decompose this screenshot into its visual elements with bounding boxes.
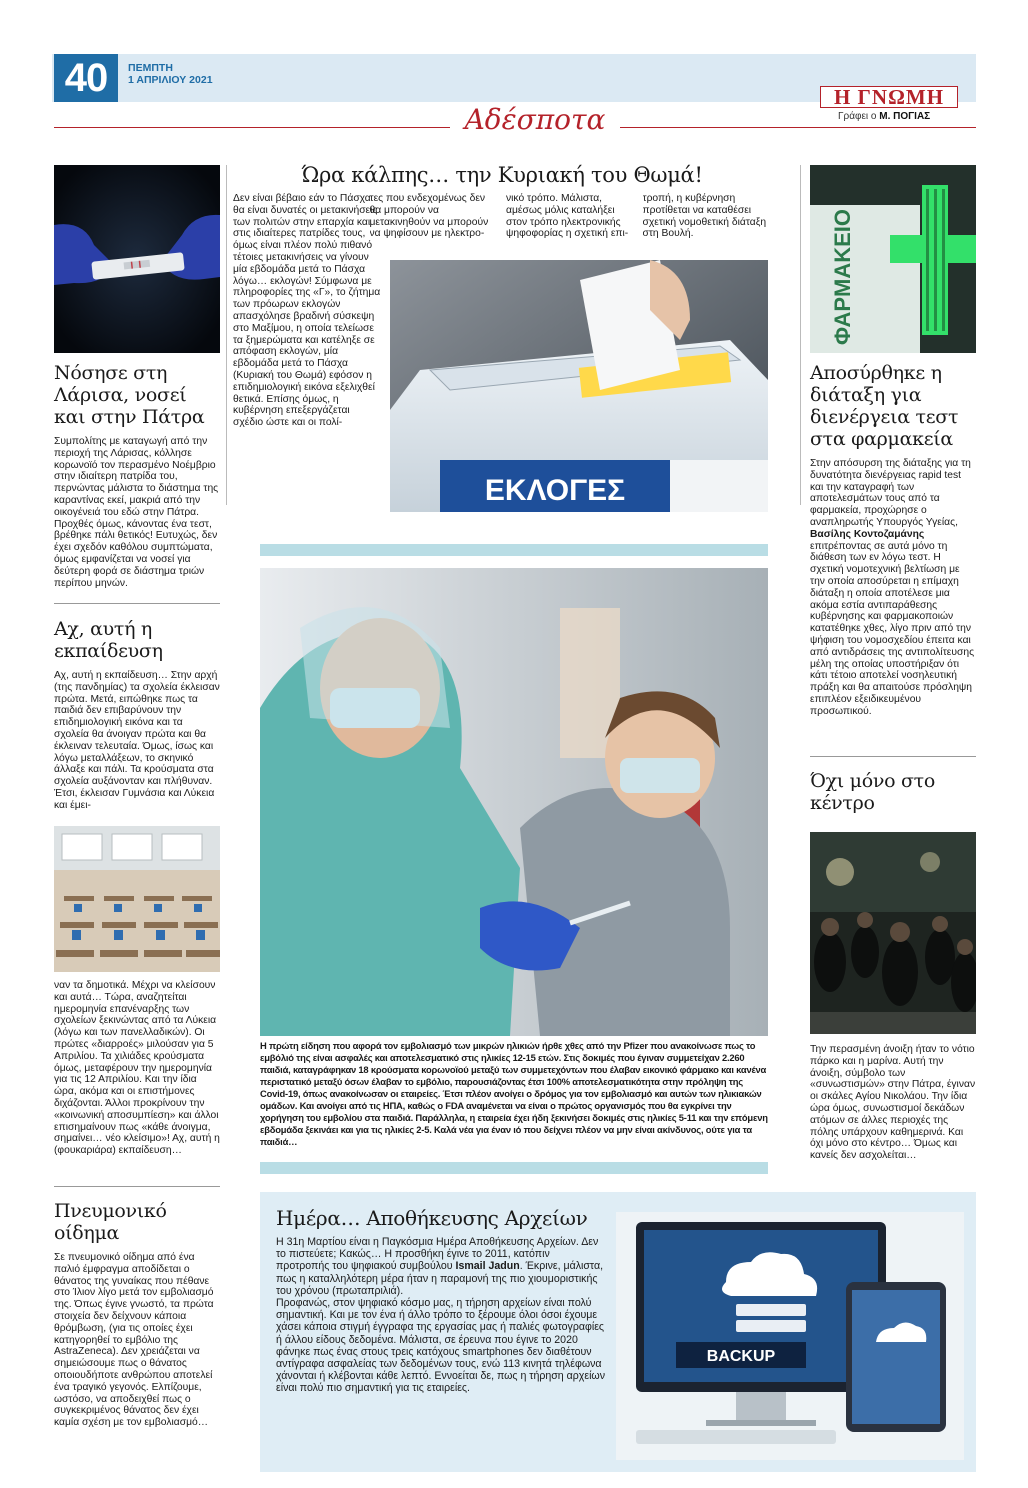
- storage-day-p1: [276, 1236, 606, 1297]
- pharmacy-illustration: [810, 165, 976, 353]
- article-larisa-title: Νόσησε στη Λάρισα, νοσεί και στην Πάτρα: [54, 362, 205, 428]
- advisor-name: Ismail Jadun: [455, 1260, 520, 1273]
- day-label: ΠΕΜΠΤΗ: [128, 62, 173, 74]
- byline-author: Μ. ΠΟΓΙΑΣ: [879, 111, 931, 122]
- main-headline: Ώρα κάλπης… την Κυριακή του Θωμά!: [301, 163, 703, 187]
- section-rule-right: [620, 127, 976, 128]
- article-pharmacy-body-a: Στην απόσυρση της διάταξης για τη δυνατότητα διενέργειας rapid test και την καταγραφή των αποτελεσμάτων τους από τα φαρμακεία, προχώρησε ο αναπληρωτής Υπουργός Υγείας,: [810, 458, 971, 528]
- rapid-test-photo: [54, 165, 220, 353]
- main-article-col2: τες που ενδεχομένως δεν θα μπορούν να μετακινηθούν να μπορούν να ψηφίσουν με ηλεκτρο-: [369, 193, 489, 240]
- ballot-box-photo: [390, 260, 768, 512]
- storage-day-p1-a: Η 31η Μαρτίου είναι η Παγκόσμια Ημέρα Αποθήκευσης Αρχείων. Δεν το πιστεύετε; Κακώς… Η προσθήκη έγινε το 2011, κατόπιν προτροπής του ψηφιακού συμβούλου: [276, 1236, 599, 1273]
- storage-day-body: [276, 1236, 606, 1466]
- article-center-body: Την περασμένη άνοιξη ήταν το νότιο πάρκο και η μαρίνα. Αυτή την άνοιξη, σύμβολο των «συνωστισμών» στην Πάτρα, έγιναν οι σκάλες Αγίου Νικολάου. Την ίδια ώρα όμως, συνωστισμοί δεκάδων ατόμων σε άλλες περιοχές της πόλης υπάρχουν καθημερινά. Και όχι μόνο στο κέντρο… Όμως και κανείς δεν ασχολείται…: [810, 1044, 976, 1162]
- backup-label: BACKUP: [706, 1348, 776, 1365]
- divider: [54, 1186, 220, 1187]
- divider: [810, 756, 976, 757]
- storage-day-box: [260, 1192, 976, 1472]
- byline: [838, 111, 930, 122]
- teal-separator: [260, 544, 768, 556]
- storage-day-p1-b: . Έκρινε, μάλιστα, πως η καταλληλότερη μέρα ήταν η παραμονή της πιο χιουμοριστικής του χρόνου (πρωταπριλιά).: [276, 1260, 604, 1297]
- crowd-illustration: [810, 832, 976, 1034]
- article-education: [54, 618, 220, 812]
- teal-separator: [260, 1162, 768, 1174]
- main-article-col1: Δεν είναι βέβαιο εάν το Πάσχα θα είναι δυνατές οι μετακινήσεις των πολιτών στην επαρχία και στις ιδιαίτερες πατρίδες τους, όμως είναι πλέον πολύ πιθανό τέτοιες μετακινήσεις να γίνουν μία εβδομάδα μετά το Πάσχα λόγω… εκλογών! Σύμφωνα με πληροφορίες της «Γ», το ζήτημα των πρόωρων εκλογών απασχόλησε βραδινή σύσκεψη στο Μαξίμου, η οποία τελείωσε τα ξημερώματα και κατέληξε σε απόφαση εκλογών, μία εβδομάδα μετά το Πάσχα (Κυριακή του Θωμά) εφόσον η επιδημιολογική εικόνα εξελιχθεί θετικά. Επίσης όμως, η κυβέρνηση επεξεργάζεται σχέδιο ώστε και οι πολί-: [233, 193, 381, 429]
- pharmacy-sign-photo: [810, 165, 976, 353]
- ballot-box-label: ΕΚΛΟΓΕΣ: [484, 474, 626, 507]
- vaccination-caption: Η πρώτη είδηση που αφορά τον εμβολιασμό των μικρών ηλικιών ήρθε χθες από την Pfizer που ανακοίνωσε πως το εμβόλιό της είναι ασφαλές και αποτελεσματικό στις ηλικίες 12-15 ετών. Στις δοκιμές που έγιναν συμμετείχαν 2.260 παιδιά, καταγράφηκαν 18 κρούσματα κορωνοϊού μεταξύ των συμμετεχόντων που έλαβαν εικονικό φάρμακο και κανένα περιστατικό μεταξύ όσων έλαβαν το εμβόλιο, παρουσιάζοντας έτσι 100% αποτελεσματικότητα στην πρόληψη της Covid-19, όπως ανακοίνωσαν οι εταιρείες. Έτσι πλέον ανοίγει ο δρόμος για τον εμβολιασμό και αυτών των ηλικιακών ομάδων. Και ανοίγει από τις ΗΠΑ, καθώς ο FDA αναμένεται να είναι ο πρώτος οργανισμός που θα εγκρίνει την χορήγηση του εμβολίου στα παιδιά. Παράλληλα, η εταιρεία έχει ήδη ξεκινήσει δοκιμές στις ηλικίες 5-11 και την επόμενη εβδομάδα ξεκινάει και για τις ηλικίες 2-5. Καλά νέα για έναν ιό που δείχνει πλέον να μην είναι ακίνδυνος, ούτε για τα παιδιά…: [260, 1040, 768, 1147]
- section-rule-left: [54, 127, 450, 128]
- pharmacy-sign-text: ΦΑΡΜΑΚΕΙΟ: [830, 208, 855, 345]
- backup-photo: [616, 1212, 964, 1460]
- article-education-body-b: ναν τα δημοτικά. Μέχρι να κλείσουν και αυτά… Τώρα, αναζητείται ημερομηνία επανέναρξης των σχολείων ξεκινώντας από τα Λύκεια (λόγω και των πανελλαδικών). Οι πρώτες «διαρροές» μιλούσαν για 5 Απριλίου. Τα χιλιάδες κρούσματα όμως, μεταφέρουν την ημερομηνία για τις 12 Απριλίου. Και την ίδια ώρα, ακόμα και οι επιστήμονες διχάζονται. Άλλοι προκρίνουν την «κοινωνική αποσυμπίεση» και άλλοι επισημαίνουν πως «κάθε άνοιγμα, σημαίνει… νέο κλείσιμο»! Αχ, αυτή η (φουκαριάρα) εκπαίδευση…: [54, 980, 220, 1157]
- article-pharmacy-body: [810, 458, 976, 744]
- vaccination-illustration: [260, 568, 768, 1036]
- byline-prefix: Γράφει ο: [838, 111, 877, 122]
- crowd-photo: [810, 832, 976, 1034]
- newspaper-logo: Η ΓΝΩΜΗ: [820, 86, 958, 108]
- classroom-illustration: [54, 826, 220, 972]
- date-block: [128, 62, 213, 86]
- article-center-title: Όχι μόνο στο κέντρο: [810, 770, 936, 814]
- minister-name: Βασίλης Κοντοζαμάνης: [810, 528, 925, 540]
- article-larisa-body: Συμπολίτης με καταγωγή από την περιοχή της Λάρισας, κόλλησε κορωνοϊό τον περασμένο Νοέμβριο στην ιδιαίτερη πατρίδα του, περνώντας μάλιστα το διάστημα της καραντίνας εκεί, μακριά από την οικογένειά του εδώ στην Πάτρα. Προχθές όμως, κάνοντας ένα τεστ, βρέθηκε πάλι θετικός! Ευτυχώς, δεν έχει σχεδόν καθόλου συμπτώματα, όμως εμφανίζεται να νοσεί για δεύτερη φορά σε διάστημα τριών περίπου μηνών.: [54, 436, 219, 589]
- article-center: [810, 770, 976, 814]
- column-rule: [226, 165, 227, 505]
- storage-day-title: Ημέρα… Αποθήκευσης Αρχείων: [276, 1206, 588, 1230]
- article-education-body-a: Αχ, αυτή η εκπαίδευση… Στην αρχή (της πανδημίας) τα σχολεία έκλεισαν πρώτα. Μετά, ειπώθηκε πως τα παιδιά δεν επιβαρύνουν την επιδημιολογική εικόνα και τα σχολεία θα άνοιγαν πρώτα και θα έκλειναν τελευταία. Όμως, ίσως και λόγω μεταλλάξεων, το σκηνικό άλλαξε και πάλι. Τα κρούσματα στα σχολεία αυξάνονταν και πλήθυναν. Έτσι, έκλεισαν Γυμνάσια και Λύκεια και έμει-: [54, 670, 220, 811]
- section-title: Αδέσποτα: [464, 103, 606, 136]
- column-rule: [800, 165, 801, 505]
- main-article-col3: νικό τρόπο. Μάλιστα, αμέσως μόλις καταλήξει στον τρόπο ηλεκτρονικής ψηφοφορίας η σχετική επι-: [506, 193, 629, 240]
- divider: [54, 603, 220, 604]
- classroom-photo: [54, 826, 220, 972]
- article-pulmonary: [54, 1200, 220, 1476]
- storage-day-p2: Προφανώς, στον ψηφιακό κόσμο μας, η τήρηση αρχείων είναι πολύ σημαντική. Και με τον ένα ή άλλο τρόπο το ξέρουμε όλοι όσοι έχουμε χάσει κάποια στιγμή έγγραφα της εργασίας μας ή παλιές φωτογραφίες ή άλλου είδους δεδομένα. Μάλιστα, σε έρευνα που έγινε το 2020 φάνηκε πως ένας στους τρεις κατόχους smartphones δεν διαθέτουν αντίγραφα ασφαλείας των δεδομένων τους, ενώ 113 κινητά τηλέφωνα χάνονται ή κλέβονται κάθε λεπτό. Εννοείται δε, πως η τήρηση αρχείων είναι πολύ πιο σημαντική για τις εταιρείες.: [276, 1297, 606, 1395]
- article-pulmonary-body: Σε πνευμονικό οίδημα από ένα παλιό έμφραγμα αποδίδεται ο θάνατος της γυναίκας που πέθανε στο Ίλιον λίγο μετά τον εμβολιασμό της. Όπως έγινε γνωστό, τα πρώτα στοιχεία δεν δείχνουν κάποια θρόμβωση, (για τις οποίες έχει κατηγορηθεί το εμβόλιο της AstraZeneca). Δεν χρειάζεται να σημειώσουμε πως ο θάνατος οποιουδήποτε ανθρώπου αποτελεί ένα τραγικό γεγονός. Ελπίζουμε, ωστόσο, να αποδειχθεί πως ο συγκεκριμένος θάνατος δεν έχει καμία σχέση με τον εμβολιασμό…: [54, 1252, 214, 1429]
- article-pharmacy-title: Αποσύρθηκε η διάταξη για διενέργεια τεστ στα φαρμακεία: [810, 362, 959, 450]
- main-article-col4: τροπή, η κυβέρνηση προτίθεται να καταθέσει σχετική νομοθετική διάταξη στη Βουλή.: [642, 193, 767, 240]
- article-pharmacy: [810, 362, 976, 744]
- article-larisa: [54, 362, 220, 590]
- ballot-box-illustration: [390, 260, 768, 512]
- date-label: 1 ΑΠΡΙΛΙΟΥ 2021: [128, 74, 213, 86]
- article-pulmonary-title: Πνευμονικό οίδημα: [54, 1200, 167, 1244]
- rapid-test-illustration: [54, 165, 220, 353]
- backup-illustration: [616, 1212, 964, 1460]
- article-education-title: Αχ, αυτή η εκπαίδευση: [54, 618, 163, 662]
- vaccination-photo: [260, 568, 768, 1036]
- article-pharmacy-body-b: επιτρέποντας σε αυτά μόνο τη διάθεση των εν λόγω τεστ. Η σχετική νομοτεχνική βελτίωση με την οποία αποσύρεται η επίμαχη διάταξη η οποία αποτέλεσε μια ακόμα εστία αντιπαράθεσης κυβέρνησης και φαρμακοποιών κατατέθηκε χθες, λίγο πριν από την ψήφιση του νομοσχεδίου έπειτα και από αντιδράσεις της αντιπολίτευσης μέλη της οποίας υποστήριξαν ότι κάτι τέτοιο αποτελεί νοσηλευτική πράξη και θα απαιτούσε πρόσληψη επιπλέον εξειδικευμένου προσωπικού.: [810, 540, 975, 717]
- page-number: 40: [54, 54, 118, 102]
